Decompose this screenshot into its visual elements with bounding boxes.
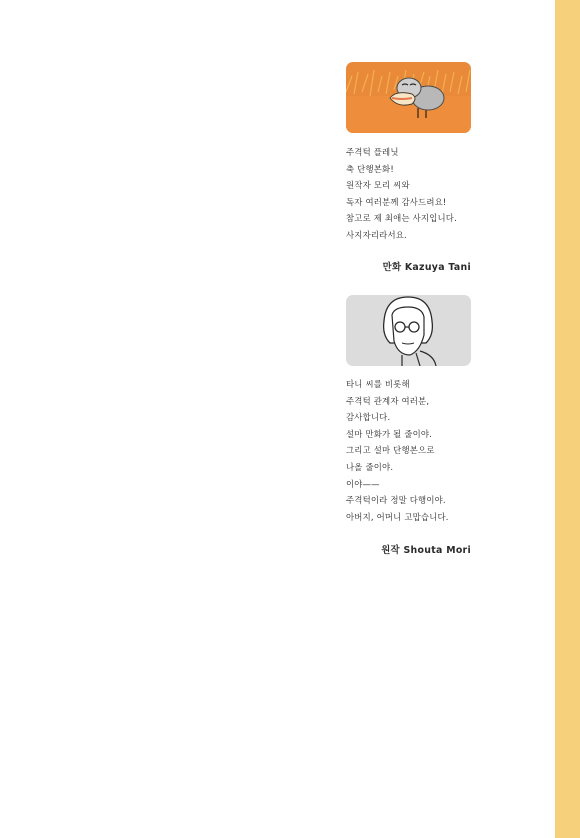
message-line: 이야—— (346, 478, 380, 489)
message-line: 축 단행본화! (346, 163, 394, 174)
message-line: 그리고 설마 단행본으로 (346, 445, 435, 456)
cartoonist-signature: 만화 Kazuya Tani (382, 262, 471, 273)
cartoonist-message (346, 144, 486, 244)
message-line: 참고로 제 최애는 사지입니다. (346, 213, 457, 224)
message-line: 주격턱이라 정말 다행이야. (346, 495, 446, 506)
message-line: 주격턱 플레닛 (346, 147, 399, 157)
side-color-strip (555, 0, 580, 838)
message-line: 사지자리라서요. (346, 229, 407, 240)
author-illustration-panel (346, 295, 471, 366)
cartoonist-illustration-panel (346, 62, 471, 133)
message-line: 주격턱 관계자 여러분, (346, 395, 430, 406)
message-line: 나올 줄이야. (346, 461, 394, 472)
message-line: 아버지, 어머니 고맙습니다. (346, 511, 449, 522)
message-line: 설마 만화가 될 줄이야. (346, 428, 433, 439)
duck-character-icon (346, 62, 471, 133)
author-message (346, 376, 486, 525)
author-signature: 원작 Shouta Mori (381, 545, 471, 556)
message-line: 독자 여러분께 감사드려요! (346, 196, 447, 207)
message-line: 감사합니다. (346, 412, 391, 423)
message-line: 타니 씨를 비롯해 (346, 379, 410, 389)
glasses-man-icon (346, 295, 471, 366)
message-line: 원작자 모리 씨와 (346, 180, 410, 191)
